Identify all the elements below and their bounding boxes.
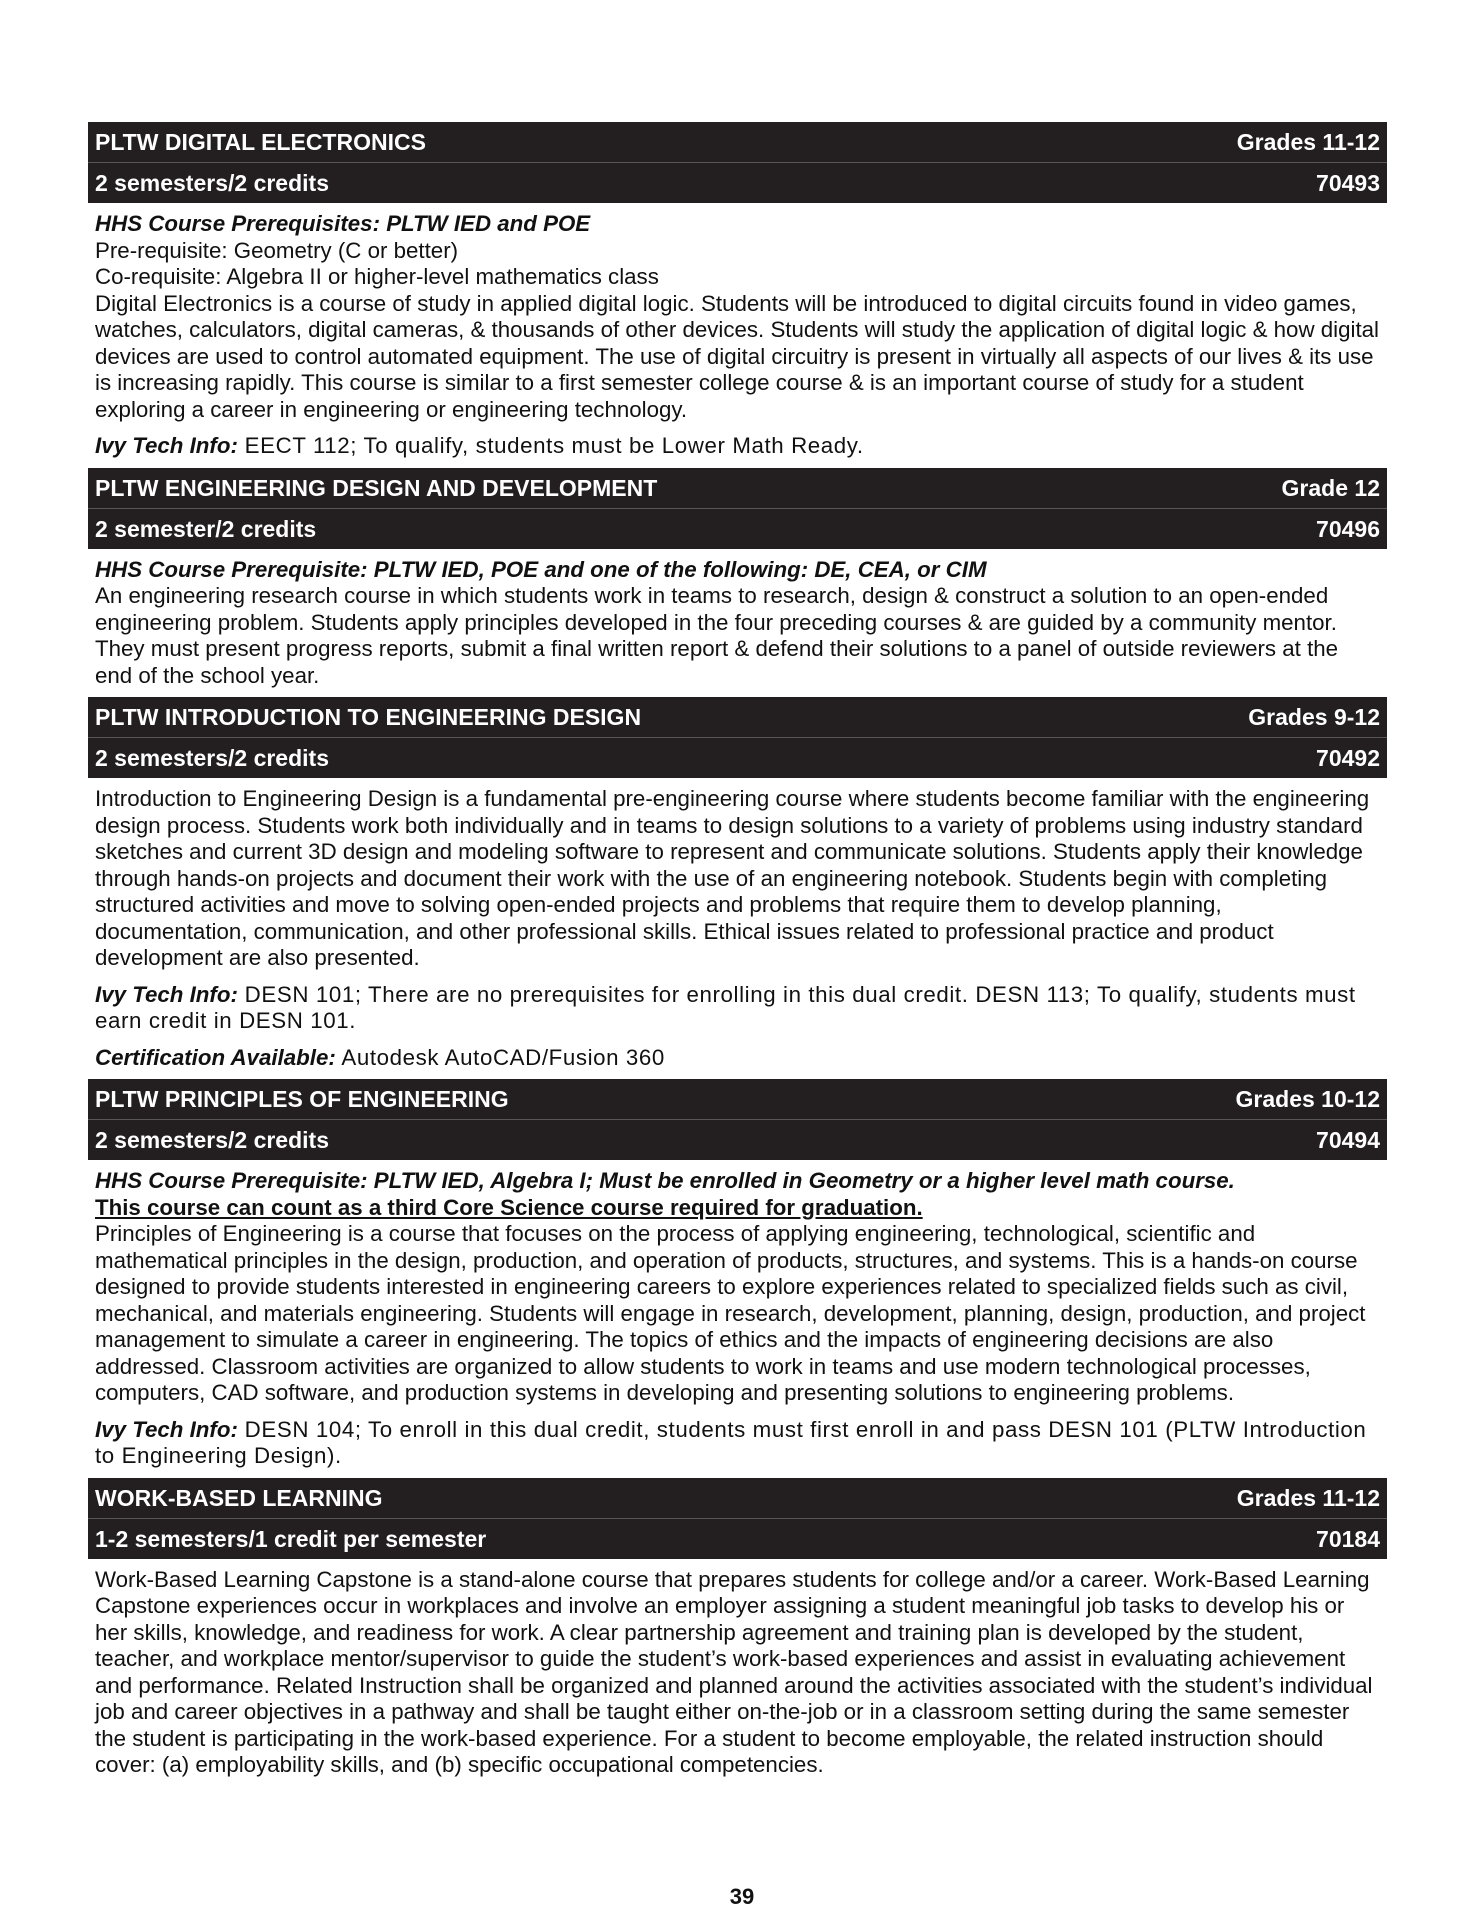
course-prerequisites: HHS Course Prerequisite: PLTW IED, POE and one of the following: DE, CEA, or CIM xyxy=(95,556,987,582)
science-credit-note: This course can count as a third Core Science course required for graduation. xyxy=(95,1194,923,1220)
course-description: Principles of Engineering is a course that focuses on the process of applying engineering, technological, scientific and mathematical principles in the design, production, and operation of products, structures, and systems. This is a hands-on course designed to provide students interested in engineering careers to explore experiences related to specialized fields such as civil, mechanical, and materials engineering. Students will engage in research, development, planning, design, production, and project management to simulate a career in engineering. The topics of ethics and the impacts of engineering decisions are also addressed. Classroom activities are organized to allow students to work in teams and use modern technological processes, computers, CAD software, and production systems in developing and presenting solutions to engineering problems. xyxy=(95,1221,1366,1405)
course-work-based-learning xyxy=(88,1478,1387,1787)
course-credits-bar xyxy=(88,508,1387,549)
ivy-tech-info xyxy=(95,982,1380,1035)
course-credits: 1-2 semesters/1 credit per semester xyxy=(95,1525,487,1552)
course-description: Digital Electronics is a course of study in applied digital logic. Students will be introduced to digital circuits found in video games, watches, calculators, digital cameras, & thousands of other devices. Students will study the application of digital logic & how digital devices are used to control automated equipment. The use of digital circuitry is present in virtually all aspects of our lives & its use is increasing rapidly. This course is similar to a first semester college course & is an important course of study for a student exploring a career in engineering or engineering technology. xyxy=(95,290,1379,422)
course-title-bar xyxy=(88,122,1387,162)
course-code: 70496 xyxy=(1316,515,1380,542)
course-credits: 2 semester/2 credits xyxy=(95,515,317,542)
certification-label: Certification Available: xyxy=(95,1044,336,1070)
course-title: PLTW PRINCIPLES OF ENGINEERING xyxy=(95,1086,509,1112)
course-grades: Grades 11-12 xyxy=(1236,1484,1380,1511)
course-description: Introduction to Engineering Design is a fundamental pre-engineering course where students become familiar with the engineering design process. Students work both individually and in teams to design solutions to a variety of problems using industry standard sketches and current 3D design and modeling software to represent and communicate solutions. Students apply their knowledge through hands-on projects and document their work with the use of an engineering notebook. Students begin with completing structured activities and move to solving open-ended projects and problems that require them to develop planning, documentation, communication, and other professional skills. Ethical issues related to professional practice and product development are also presented. xyxy=(95,786,1370,970)
course-intro-engineering-design xyxy=(88,697,1387,1079)
course-title: PLTW DIGITAL ELECTRONICS xyxy=(95,129,426,155)
course-credits: 2 semesters/2 credits xyxy=(95,170,329,196)
course-body xyxy=(88,1160,1387,1478)
corequisite-note: Co-requisite: Algebra II or higher-level mathematics class xyxy=(95,264,659,289)
course-description: Work-Based Learning Capstone is a stand-alone course that prepares students for college and/or a career. Work-Based Learning Capstone experiences occur in workplaces and involve an employer assigning a student meaningful job tasks to develop his or her skills, knowledge, and readiness for work. A clear partnership agreement and training plan is developed by the student, teacher, and workplace mentor/supervisor to guide the student’s work-based experiences and assist in evaluating achievement and performance. Related Instruction shall be organized and planned around the activities associated with the student’s individual job and career objectives in a pathway and shall be taught either on-the-job or in a classroom setting during the same semester the student is participating in the work-based experience. For a student to become employable, the related instruction should cover: (a) employability skills, and (b) specific occupational competencies. xyxy=(95,1566,1373,1777)
course-code: 70494 xyxy=(1316,1127,1380,1153)
course-body xyxy=(88,778,1387,1079)
course-principles-of-engineering xyxy=(88,1079,1387,1478)
course-credits-bar xyxy=(88,1119,1387,1160)
course-credits-bar xyxy=(88,1518,1387,1559)
ivy-tech-label: Ivy Tech Info: xyxy=(95,1416,238,1442)
course-code: 70184 xyxy=(1316,1525,1380,1552)
course-title-bar xyxy=(88,1079,1387,1119)
course-grades: Grade 12 xyxy=(1281,474,1380,501)
course-credits-bar xyxy=(88,737,1387,778)
course-grades: Grades 9-12 xyxy=(1248,704,1380,730)
page-number: 39 xyxy=(729,1884,755,1909)
ivy-tech-info xyxy=(95,433,1380,460)
course-credits: 2 semesters/2 credits xyxy=(95,1127,329,1153)
course-body xyxy=(88,1559,1387,1787)
course-title-bar xyxy=(88,468,1387,508)
ivy-tech-label: Ivy Tech Info: xyxy=(95,433,238,458)
course-title-bar xyxy=(88,697,1387,737)
course-engineering-design-development xyxy=(88,468,1387,698)
course-title: PLTW INTRODUCTION TO ENGINEERING DESIGN xyxy=(95,704,642,730)
course-body xyxy=(88,549,1387,698)
course-code: 70492 xyxy=(1316,745,1380,771)
course-title: WORK-BASED LEARNING xyxy=(95,1484,383,1511)
ivy-tech-text: DESN 101; There are no prerequisites for enrolling in this dual credit. DESN 113; To qualify, students must earn credit in DESN 101. xyxy=(95,981,1356,1033)
course-grades: Grades 11-12 xyxy=(1236,129,1380,155)
course-credits-bar xyxy=(88,162,1387,203)
course-code: 70493 xyxy=(1316,170,1380,196)
ivy-tech-text: DESN 104; To enroll in this dual credit, students must first enroll in and pass DESN 101 (PLTW Introduction to Engineering Design). xyxy=(95,1416,1367,1468)
course-prerequisites: HHS Course Prerequisite: PLTW IED, Algebra I; Must be enrolled in Geometry or a higher level math course. xyxy=(95,1168,1235,1193)
certification-text: Autodesk AutoCAD/Fusion 360 xyxy=(335,1044,665,1070)
course-digital-electronics xyxy=(88,122,1387,468)
course-title: PLTW ENGINEERING DESIGN AND DEVELOPMENT xyxy=(95,474,658,501)
prerequisite-note: Pre-requisite: Geometry (C or better) xyxy=(95,237,459,263)
course-credits: 2 semesters/2 credits xyxy=(95,745,329,771)
course-prerequisites: HHS Course Prerequisites: PLTW IED and POE xyxy=(95,211,591,236)
course-description: An engineering research course in which students work in teams to research, design & construct a solution to an open-ended engineering problem. Students apply principles developed in the four preceding courses & are guided by a community mentor. They must present progress reports, submit a final written report & defend their solutions to a panel of outside reviewers at the end of the school year. xyxy=(95,583,1339,688)
course-body xyxy=(88,203,1387,468)
ivy-tech-info xyxy=(95,1417,1380,1470)
ivy-tech-text: EECT 112; To qualify, students must be Lower Math Ready. xyxy=(237,433,864,458)
course-grades: Grades 10-12 xyxy=(1235,1086,1380,1112)
course-title-bar xyxy=(88,1478,1387,1518)
certification-info xyxy=(95,1045,1380,1072)
ivy-tech-label: Ivy Tech Info: xyxy=(95,981,238,1007)
course-catalog-page xyxy=(88,122,1387,1787)
